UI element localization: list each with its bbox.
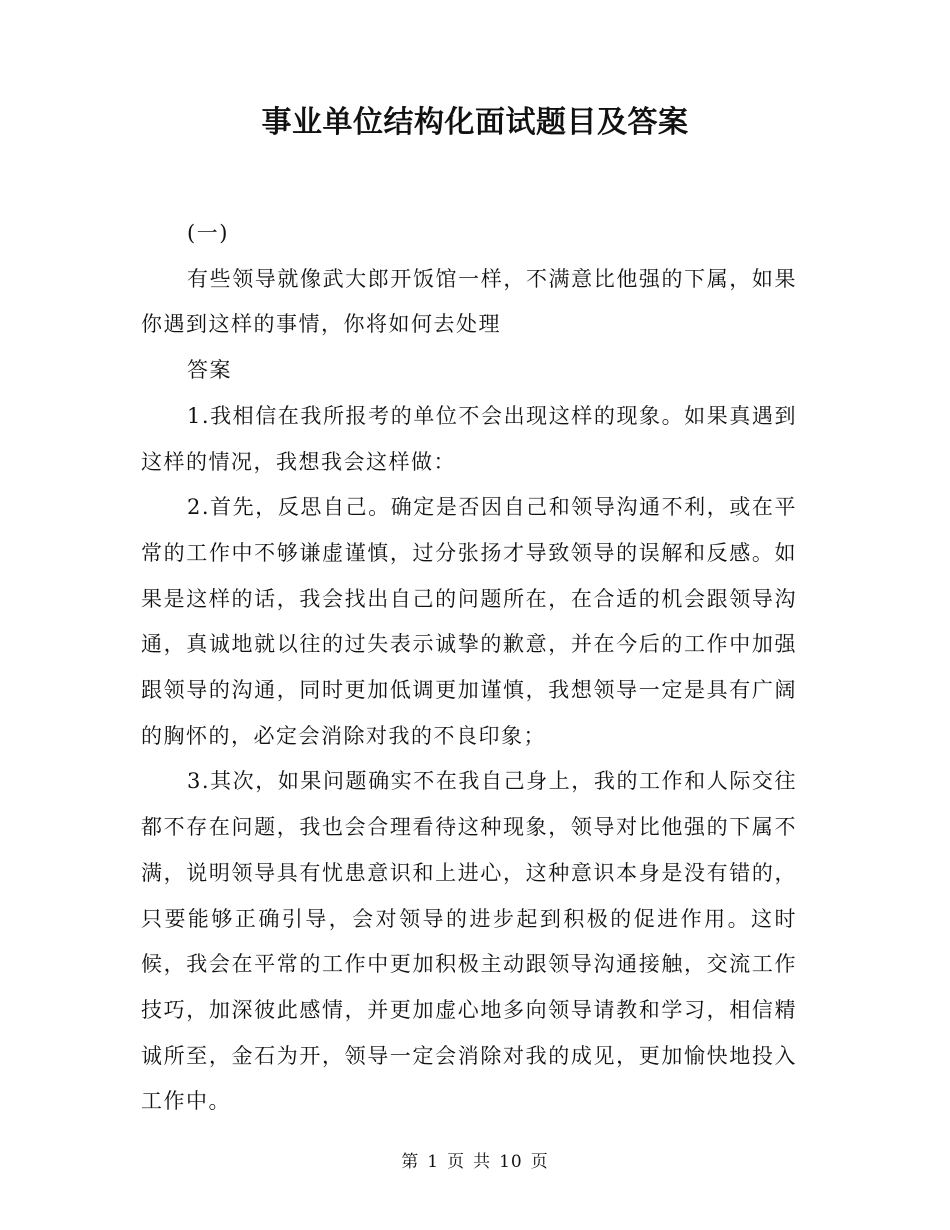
page-footer [0,1150,950,1174]
question-paragraph: 有些领导就像武大郎开饭馆一样，不满意比他强的下属，如果你遇到这样的事情，你将如何去处理 [141,266,797,337]
answer-heading: 答案 [187,358,232,383]
footer-page-label: 第 [401,1152,420,1172]
footer-page-word: 页 [447,1152,466,1172]
footer-total-label: 共 [473,1152,492,1172]
answer-point-2: 2.首先，反思自己。确定是否因自己和领导沟通不利，或在平常的工作中不够谦虚谨慎，过分张扬才导致领导的误解和反感。如果是这样的话，我会找出自己的问题所在，在合适的机会跟领导沟通，真诚地就以往的过失表示诚挚的歉意，并在今后的工作中加强跟领导的沟通，同时更加低调更加谨慎，我想领导一定是具有广阔的胸怀的，必定会消除对我的不良印象； [141,495,797,748]
footer-current-page: 1 [427,1152,440,1172]
answer-point-1: 1.我相信在我所报考的单位不会出现这样的现象。如果真遇到这样的情况，我想我会这样做： [141,403,797,474]
document-body [141,211,797,1125]
document-title: 事业单位结构化面试题目及答案 [261,105,689,140]
answer-point-3: 3.其次，如果问题确实不在我自己身上，我的工作和人际交往都不存在问题，我也会合理看待这种现象，领导对比他强的下属不满，说明领导具有忧患意识和上进心，这种意识本身是没有错的，只要能够正确引导，会对领导的进步起到积极的促进作用。这时候，我会在平常的工作中更加积极主动跟领导沟通接触，交流工作技巧，加深彼此感情，并更加虚心地多向领导请教和学习，相信精诚所至，金石为开，领导一定会消除对我的成见，更加愉快地投入工作中。 [141,769,797,1114]
footer-total-pages: 10 [499,1152,523,1172]
section-marker: (一) [187,221,229,245]
footer-total-word: 页 [530,1152,549,1172]
